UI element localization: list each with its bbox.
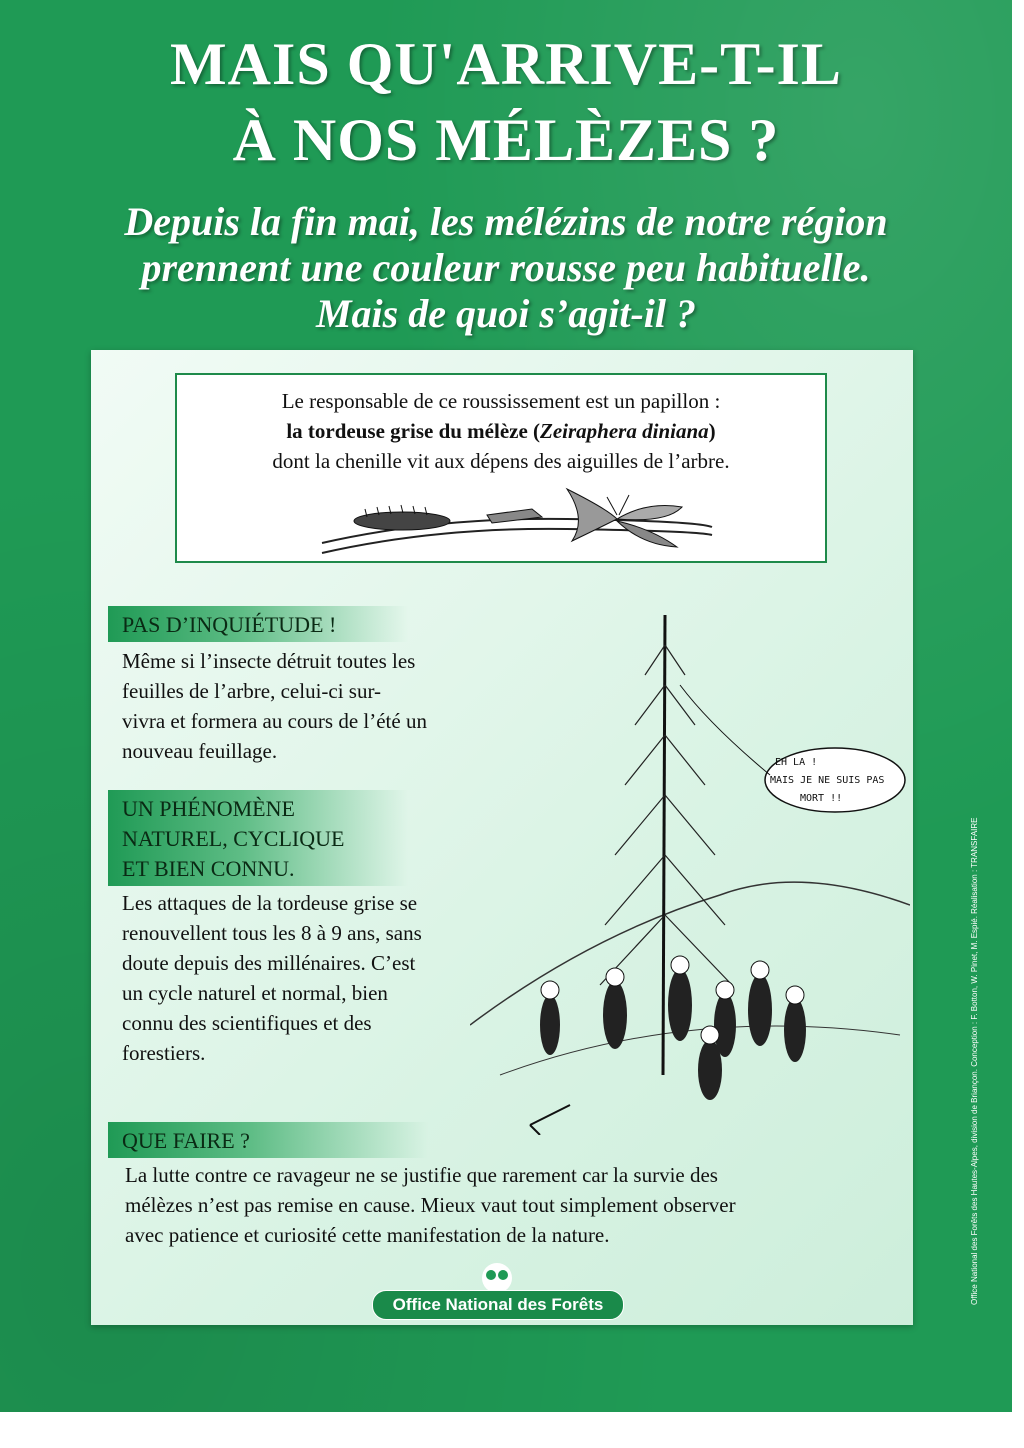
onf-logo [372, 1262, 622, 1322]
side-credit: Office National des Forêts des Hautes-Alpes, division de Briançon. Conception : F. Botton, W. Pinet, M. Espié. Réalisation : TRANSFAIRE [970, 817, 979, 1305]
text-line: La lutte contre ce ravageur ne se justifie que rarement car la survie des [125, 1163, 718, 1187]
text-line: vivra et formera au cours de l’été un [122, 709, 427, 733]
section-heading-no-worry: PAS D’INQUIÉTUDE ! [108, 606, 408, 642]
text-line: Même si l’insecte détruit toutes les [122, 649, 416, 673]
intro-line-2 [177, 419, 825, 444]
larch-tree-cartoon [470, 605, 910, 1135]
text-line: doute depuis des millénaires. C’est [122, 951, 416, 975]
section-text-what-to-do [125, 1160, 736, 1250]
intro-latin-name: Zeiraphera diniana [540, 419, 709, 443]
intro-species-name: la tordeuse grise du mélèze ( [286, 419, 541, 443]
text-line: nouveau feuillage. [122, 739, 278, 763]
speech-line-1: EH LA ! [775, 757, 818, 768]
intro-line-1: Le responsable de ce roussissement est un papillon : [281, 389, 721, 413]
text-line: feuilles de l’arbre, celui-ci sur- [122, 679, 382, 703]
intro-line-3: dont la chenille vit aux dépens des aiguilles de l’arbre. [272, 449, 730, 473]
text-line: connu des scientifiques et des [122, 1011, 372, 1035]
text-line: renouvellent tous les 8 à 9 ans, sans [122, 921, 422, 945]
text-line: avec patience et curiosité cette manifestation de la nature. [125, 1223, 610, 1247]
section-text-phenomenon [122, 888, 422, 1068]
caterpillar-moth-illustration [317, 479, 717, 559]
subtitle-line-3: Mais de quoi s’agit-il ? [315, 291, 697, 336]
text-line: Les attaques de la tordeuse grise se [122, 891, 418, 915]
onf-logo-label: Office National des Forêts [372, 1290, 624, 1320]
speech-line-3: MORT !! [800, 793, 843, 804]
section-text-no-worry [122, 646, 427, 766]
text-line: forestiers. [122, 1041, 206, 1065]
text-line: mélèzes n’est pas remise en cause. Mieux vaut tout simplement observer [125, 1193, 736, 1217]
text-line: un cycle naturel et normal, bien [122, 981, 388, 1005]
intro-box [175, 373, 827, 563]
section-heading-what-to-do: QUE FAIRE ? [108, 1122, 428, 1158]
main-title-line-2: À NOS MÉLÈZES ? [232, 107, 780, 173]
speech-line-2: MAIS JE NE SUIS PAS [770, 775, 885, 786]
subtitle-line-2: prennent une couleur rousse peu habituelle. [141, 245, 871, 290]
intro-species-close: ) [708, 419, 716, 443]
section-heading-phenomenon: UN PHÉNOMÈNE NATUREL, CYCLIQUE ET BIEN CONNU. [108, 790, 408, 886]
subtitle-line-1: Depuis la fin mai, les mélézins de notre région [124, 199, 888, 244]
main-title-line-1: MAIS QU'ARRIVE-T-IL [170, 31, 842, 97]
